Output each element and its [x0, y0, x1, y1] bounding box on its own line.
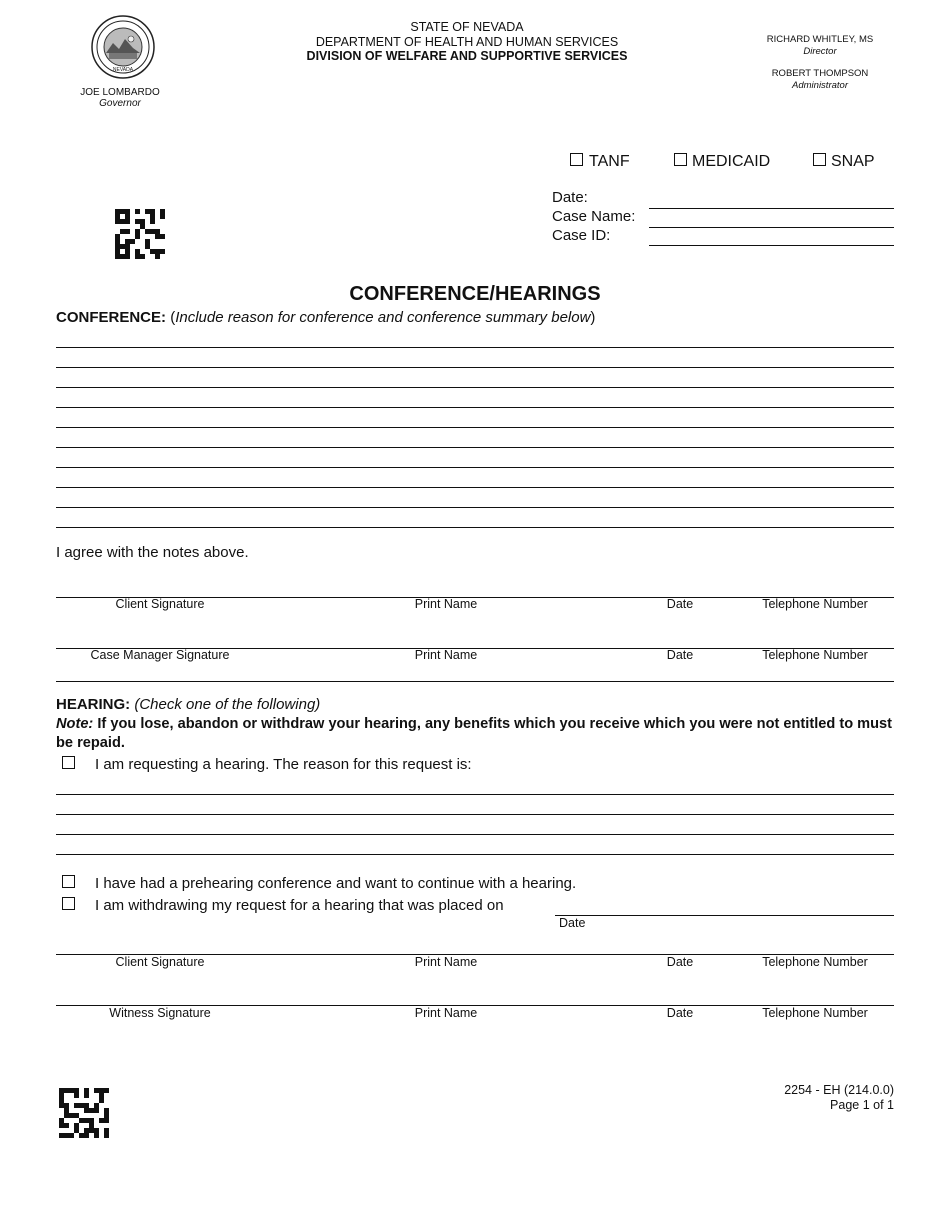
client-signature-caption: Client Signature: [115, 597, 205, 611]
case-manager-signature-caption: Case Manager Signature: [90, 648, 230, 662]
hearing-note: [56, 715, 896, 753]
conference-line[interactable]: [56, 507, 894, 508]
conference-label: CONFERENCE:: [56, 309, 167, 326]
telephone-caption: Telephone Number: [762, 648, 868, 662]
date-caption: Date: [666, 955, 694, 969]
conference-instruction: Include reason for conference and conference summary below: [175, 309, 591, 326]
hearing-reason-line[interactable]: [56, 794, 894, 795]
conference-line[interactable]: [56, 427, 894, 428]
print-name-caption: Print Name: [414, 648, 478, 662]
hearing-label: HEARING:: [56, 696, 131, 713]
print-name-caption: Print Name: [414, 597, 478, 611]
withdraw-label: I am withdrawing my request for a hearing that was placed on: [95, 897, 504, 914]
state-name: STATE OF NEVADA: [410, 20, 524, 34]
hearing-instruction: (Check one of the following): [134, 696, 321, 713]
conference-line[interactable]: [56, 367, 894, 368]
state-seal: [91, 15, 155, 79]
department-name: DEPARTMENT OF HEALTH AND HUMAN SERVICES: [315, 34, 619, 49]
governor-title: Governor: [99, 98, 141, 109]
withdraw-date-caption: Date: [559, 916, 586, 930]
hearing-reason-line[interactable]: [56, 854, 894, 855]
tanf-label: TANF: [589, 153, 630, 170]
print-name-caption: Print Name: [414, 955, 478, 969]
medicaid-checkbox[interactable]: [674, 153, 687, 166]
form-footer: [784, 1083, 894, 1113]
conference-close-paren: ): [590, 309, 596, 326]
administrator-name: ROBERT THOMPSON: [771, 68, 869, 79]
date-caption: Date: [666, 648, 694, 662]
client-signature-caption: Client Signature: [115, 955, 205, 969]
snap-checkbox[interactable]: [813, 153, 826, 166]
prehearing-label: I have had a prehearing conference and want to continue with a hearing.: [95, 875, 577, 892]
case-id-field[interactable]: [649, 245, 894, 246]
seal-text: NEVADA: [112, 67, 134, 73]
case-name-field[interactable]: [649, 227, 894, 228]
qr-code-bottom: [59, 1088, 109, 1138]
note-label: Note:: [56, 716, 94, 732]
page-title: CONFERENCE/HEARINGS: [349, 283, 601, 305]
conference-heading: [56, 309, 595, 326]
case-id-label: Case ID:: [552, 227, 611, 244]
conference-line[interactable]: [56, 407, 894, 408]
tanf-checkbox[interactable]: [570, 153, 583, 166]
conference-line[interactable]: [56, 447, 894, 448]
agency-header: [267, 20, 667, 64]
agree-statement: I agree with the notes above.: [56, 544, 249, 561]
prehearing-checkbox[interactable]: [62, 875, 75, 888]
print-name-caption: Print Name: [414, 1006, 478, 1020]
hearing-reason-line[interactable]: [56, 834, 894, 835]
page-number: Page 1 of 1: [830, 1098, 894, 1112]
withdraw-date-field[interactable]: [555, 915, 894, 916]
governor-name: JOE LOMBARDO: [80, 87, 160, 98]
conference-open-paren: (: [170, 309, 176, 326]
conference-line[interactable]: [56, 487, 894, 488]
qr-code-top: [115, 209, 165, 259]
snap-label: SNAP: [831, 153, 875, 170]
conference-line[interactable]: [56, 387, 894, 388]
administrator-title: Administrator: [792, 79, 848, 91]
witness-signature-caption: Witness Signature: [109, 1006, 211, 1020]
conference-line[interactable]: [56, 467, 894, 468]
date-label: Date:: [552, 189, 588, 206]
medicaid-label: MEDICAID: [692, 153, 771, 170]
date-caption: Date: [666, 597, 694, 611]
telephone-caption: Telephone Number: [762, 1006, 868, 1020]
telephone-caption: Telephone Number: [762, 597, 868, 611]
hearing-heading: [56, 696, 320, 713]
withdraw-checkbox[interactable]: [62, 897, 75, 910]
conference-line[interactable]: [56, 527, 894, 528]
division-name: DIVISION OF WELFARE AND SUPPORTIVE SERVICES: [306, 49, 628, 63]
form-number: 2254 - EH (214.0.0): [784, 1083, 894, 1097]
case-name-label: Case Name:: [552, 208, 636, 225]
date-field[interactable]: [649, 208, 894, 209]
governor-block: [60, 87, 180, 109]
request-hearing-label: I am requesting a hearing. The reason for this request is:: [95, 756, 472, 773]
officials-block: [745, 34, 895, 91]
director-name: RICHARD WHITLEY, MS: [766, 34, 874, 45]
date-caption: Date: [666, 1006, 694, 1020]
request-hearing-checkbox[interactable]: [62, 756, 75, 769]
section-divider: [56, 681, 894, 682]
hearing-reason-line[interactable]: [56, 814, 894, 815]
conference-line[interactable]: [56, 347, 894, 348]
telephone-caption: Telephone Number: [762, 955, 868, 969]
case-field-labels: [552, 188, 635, 245]
director-title: Director: [803, 45, 837, 57]
note-text: If you lose, abandon or withdraw your hearing, any benefits which you receive which you were not entitled to must be repaid.: [56, 716, 893, 751]
